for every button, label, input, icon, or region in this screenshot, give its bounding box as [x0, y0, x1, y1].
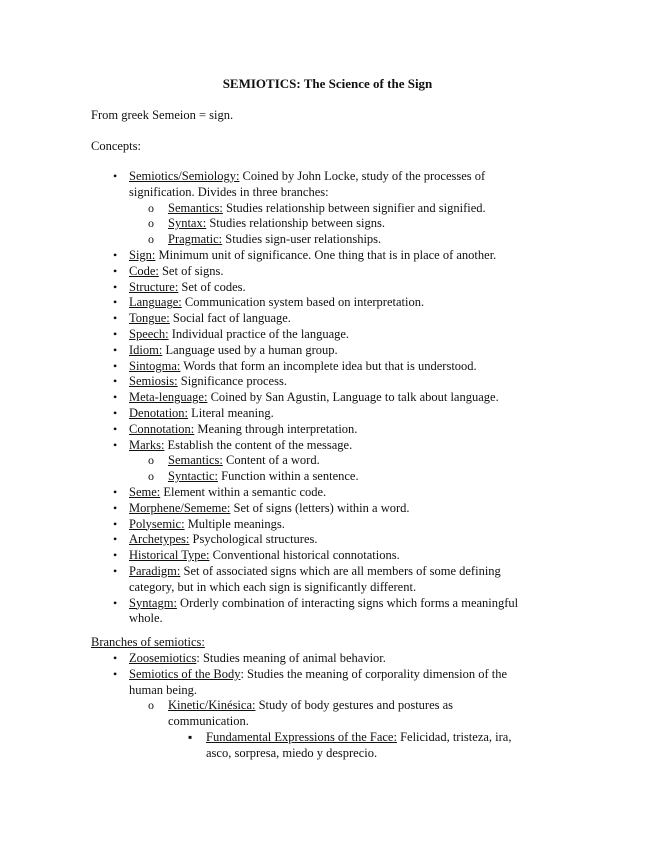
bullet: • [113, 248, 118, 262]
list-item [129, 294, 424, 310]
bullet: • [113, 564, 118, 578]
branches-heading: Branches of semiotics: [91, 635, 205, 649]
definition: Multiple meanings. [184, 516, 285, 531]
term: Historical Type: [129, 548, 210, 563]
definition: Studies sign-user relationships. [222, 232, 382, 247]
list-item [129, 563, 501, 579]
definition: Studies relationship between signs. [206, 216, 385, 231]
bullet: • [113, 532, 118, 547]
page-title: SEMIOTICS: The Science of the Sign [222, 76, 433, 91]
definition: Meaning through interpretation. [194, 421, 358, 436]
concepts-heading: Concepts: [91, 139, 141, 153]
term: Denotation: [129, 406, 189, 420]
list-item-continuation: category, but in which each sign is significantly different. [129, 579, 417, 594]
list-item [129, 373, 287, 389]
bullet: • [113, 651, 118, 665]
bullet: o [148, 216, 154, 231]
term: Pragmatic: [168, 232, 223, 247]
bullet: • [113, 295, 118, 310]
list-item-continuation: whole. [129, 611, 163, 626]
term: Seme: [129, 485, 161, 499]
bullet: • [113, 358, 118, 373]
list-item [129, 595, 518, 611]
term: Sign: [129, 248, 156, 262]
bullet: • [113, 595, 118, 610]
definition: Conventional historical connotations. [209, 548, 400, 563]
term: Morphene/Sememe: [129, 500, 231, 515]
definition: Psychological structures. [189, 532, 318, 547]
definition: Coined by John Locke, study of the processes of [239, 169, 486, 183]
bullet: • [113, 437, 118, 452]
list-item-continuation: communication. [168, 714, 249, 729]
definition: Communication system based on interpretation. [181, 295, 425, 310]
definition: Orderly combination of interacting signs which forms a meaningful [176, 595, 519, 610]
definition: Significance process. [177, 374, 287, 389]
list-item-continuation: signification. Divides in three branches: [129, 184, 329, 199]
bullet: ▪ [188, 730, 193, 744]
list-item [168, 452, 320, 468]
bullet: • [113, 169, 118, 183]
bullet: • [113, 374, 118, 389]
definition: Minimum unit of significance. One thing that is in place of another. [155, 248, 497, 262]
list-item [129, 389, 499, 405]
list-item [168, 697, 453, 713]
list-item [206, 729, 511, 745]
intro-text: From greek Semeion = sign. [91, 108, 234, 122]
list-item [129, 484, 326, 500]
term: Archetypes: [129, 532, 190, 547]
definition: Set of signs. [158, 263, 224, 278]
term: Syntax: [168, 216, 207, 231]
list-item [129, 516, 285, 532]
term: Meta-lenguage: [129, 390, 208, 405]
list-item [129, 168, 485, 184]
definition: Function within a sentence. [218, 469, 359, 484]
definition: Element within a semantic code. [160, 485, 327, 499]
term: Semiotics of the Body [129, 666, 241, 681]
list-item [129, 326, 349, 342]
term: Zoosemiotics [129, 651, 197, 665]
list-item [129, 358, 477, 374]
bullet: • [113, 406, 118, 420]
list-item [129, 342, 338, 358]
term: Speech: [129, 327, 169, 341]
definition: Social fact of language. [169, 311, 291, 326]
definition: Set of associated signs which are all members of some defining [180, 564, 501, 578]
term: Semiotics/Semiology: [129, 169, 240, 183]
term: Connotation: [129, 421, 195, 436]
bullet: • [113, 421, 118, 436]
term: Sintogma: [129, 358, 181, 373]
definition: Literal meaning. [188, 406, 274, 420]
bullet: • [113, 485, 118, 499]
definition: Coined by San Agustin, Language to talk about language. [207, 390, 499, 405]
list-item [168, 215, 385, 231]
bullet: • [113, 263, 118, 278]
bullet: • [113, 311, 118, 326]
list-item [129, 421, 357, 437]
list-item [129, 247, 496, 263]
definition: Studies relationship between signifier and signified. [222, 200, 486, 215]
term: Polysemic: [129, 516, 185, 531]
list-item [129, 279, 246, 295]
list-item [129, 666, 507, 682]
definition: : Studies meaning of animal behavior. [196, 651, 386, 665]
term: Syntagm: [129, 595, 177, 610]
bullet: • [113, 516, 118, 531]
bullet: • [113, 666, 118, 681]
list-item-continuation: asco, sorpresa, miedo y desprecio. [206, 745, 378, 760]
list-item [129, 310, 291, 326]
bullet: o [148, 469, 154, 484]
list-item [129, 531, 318, 547]
bullet: o [148, 453, 154, 468]
term: Fundamental Expressions of the Face: [206, 730, 397, 744]
definition: Individual practice of the language. [168, 327, 350, 341]
bullet: • [113, 327, 118, 341]
term: Tongue: [129, 311, 170, 326]
term: Kinetic/Kinésica: [168, 698, 256, 713]
term: Language: [129, 295, 182, 310]
definition: Words that form an incomplete idea but that is understood. [180, 358, 477, 373]
list-item [129, 547, 400, 563]
bullet: o [148, 232, 154, 247]
list-item [129, 405, 274, 421]
term: Syntactic: [168, 469, 218, 484]
term: Semiosis: [129, 374, 178, 389]
definition: Felicidad, tristeza, ira, [396, 730, 512, 744]
definition: : Studies the meaning of corporality dimension of the [240, 666, 508, 681]
bullet: • [113, 548, 118, 563]
bullet: • [113, 500, 118, 515]
term: Code: [129, 263, 159, 278]
bullet: • [113, 342, 118, 357]
term: Paradigm: [129, 564, 181, 578]
list-item [129, 263, 223, 279]
definition: Establish the content of the message. [164, 437, 353, 452]
definition: Study of body gestures and postures as [255, 698, 454, 713]
list-item [168, 231, 381, 247]
term: Semantics: [168, 200, 223, 215]
term: Semantics: [168, 453, 223, 468]
bullet: o [148, 698, 154, 713]
term: Structure: [129, 279, 179, 294]
bullet: • [113, 279, 118, 294]
list-item [129, 500, 410, 516]
definition: Content of a word. [222, 453, 320, 468]
bullet: o [148, 200, 154, 215]
definition: Set of codes. [178, 279, 246, 294]
list-item [129, 437, 352, 453]
definition: Language used by a human group. [162, 342, 338, 357]
bullet: • [113, 390, 118, 405]
list-item [168, 200, 486, 216]
term: Marks: [129, 437, 165, 452]
list-item [168, 468, 359, 484]
list-item-continuation: human being. [129, 682, 198, 697]
list-item [129, 650, 386, 666]
term: Idiom: [129, 342, 163, 357]
definition: Set of signs (letters) within a word. [230, 500, 410, 515]
